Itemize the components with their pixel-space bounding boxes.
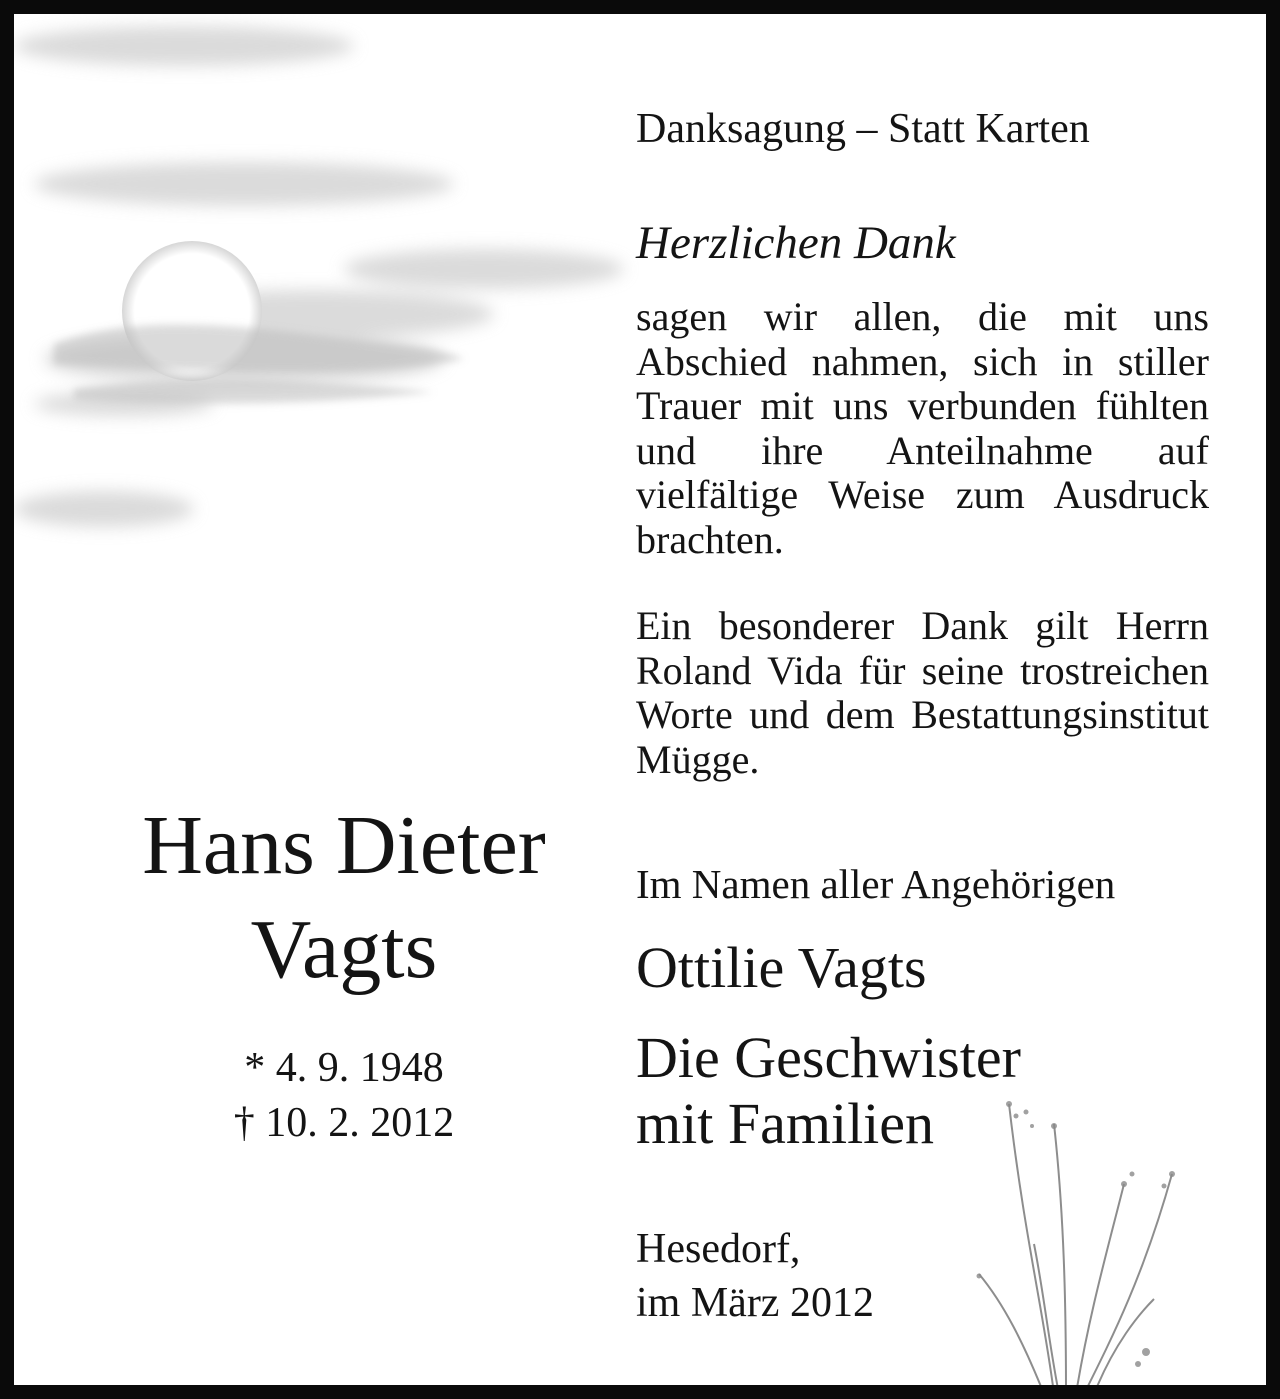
signature-intro: Im Namen aller Angehörigen [636,861,1116,907]
thanks-paragraph-2: Ein besonderer Dank gilt Herrn Roland Vida für seine trostreichen Worte und dem Bestattungsinstitut Mügge. [636,603,1209,782]
moon-clouds-illustration [14,14,654,594]
date-line: im März 2012 [636,1280,874,1326]
deceased-name-last: Vagts [250,903,438,996]
signer-spouse: Ottilie Vagts [636,935,927,1000]
birth-date: * 4. 9. 1948 [244,1045,444,1091]
place: Hesedorf, [636,1226,801,1272]
thanks-paragraph-1: sagen wir allen, die mit uns Abschied nahmen, sich in stiller Trauer mit uns verbunden fühlten und ihre Anteilnahme auf vielfältige Weise zum Ausdruck brachten. [636,294,1209,562]
notice-header: Danksagung – Statt Karten [636,106,1090,152]
signer-siblings-line1: Die Geschwister [636,1025,1021,1090]
signer-siblings-line2: mit Familien [636,1091,935,1156]
deceased-name-first: Hans Dieter [142,799,546,892]
thanks-heading: Herzlichen Dank [636,217,956,269]
death-date: † 10. 2. 2012 [233,1100,455,1146]
